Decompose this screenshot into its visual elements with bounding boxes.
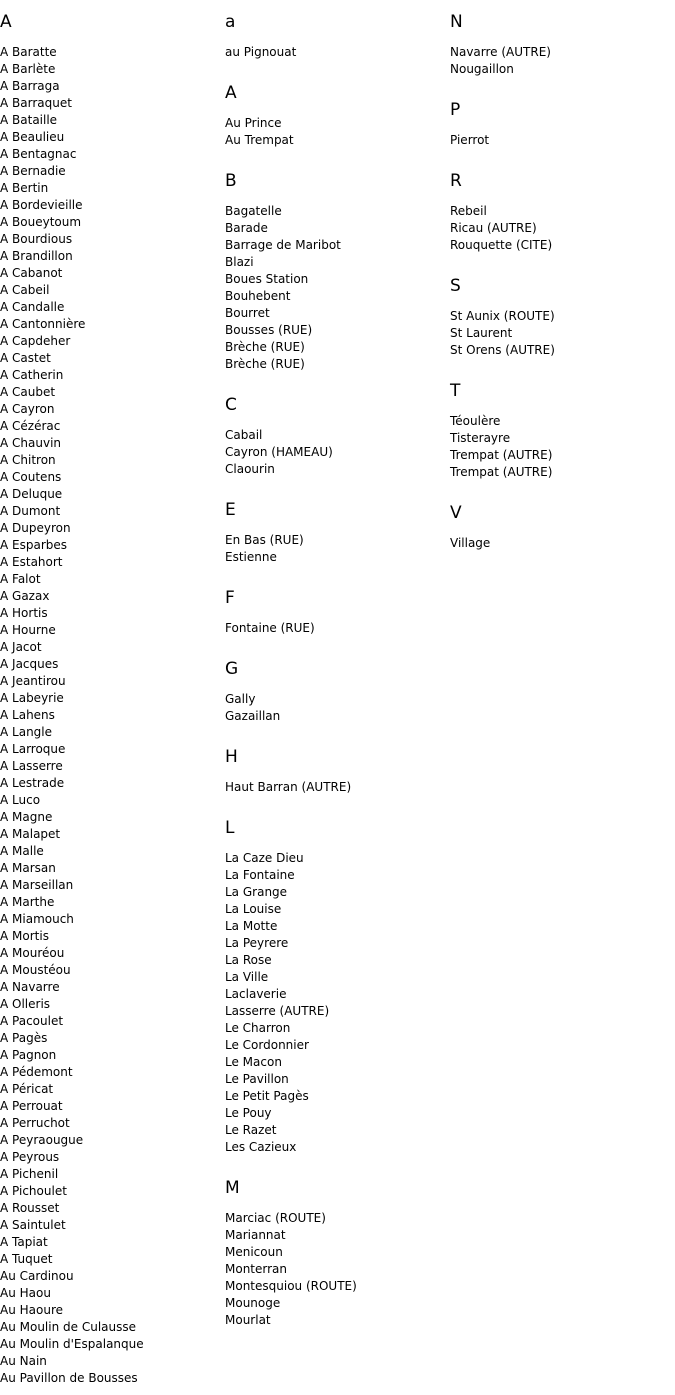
section-spacer [225,796,445,818]
column-1 [0,12,220,1387]
place-link[interactable]: Trempat (AUTRE) [450,465,553,479]
place-link[interactable]: Mariannat [225,1228,286,1242]
place-link[interactable]: Gazaillan [225,709,281,723]
place-link[interactable]: A Perrouat [0,1099,63,1113]
letter-section [225,588,445,637]
place-link[interactable]: A Capdeher [0,334,71,348]
place-link[interactable]: Marciac (ROUTE) [225,1211,326,1225]
place-link[interactable]: Barrage de Maribot [225,238,341,252]
place-link[interactable]: Menicoun [225,1245,283,1259]
column-2 [225,12,445,1329]
place-link[interactable]: Trempat (AUTRE) [450,448,553,462]
place-link[interactable]: A Tuquet [0,1252,53,1266]
place-link[interactable]: A Marsan [0,861,56,875]
letter-heading: T [450,381,461,401]
place-link[interactable]: La Caze Dieu [225,851,304,865]
place-list [225,691,445,725]
place-link[interactable]: A Moustéou [0,963,71,977]
place-link[interactable]: Lasserre (AUTRE) [225,1004,330,1018]
place-link[interactable]: Mourlat [225,1313,271,1327]
place-link[interactable]: Au Pavillon de Bousses [0,1371,138,1385]
place-link[interactable]: St Aunix (ROUTE) [450,309,555,323]
place-link[interactable]: A Cabanot [0,266,63,280]
section-spacer [450,149,670,171]
letter-section [225,500,445,566]
place-link[interactable]: A Malle [0,844,44,858]
place-link[interactable]: Bousses (RUE) [225,323,313,337]
place-link[interactable]: Au Moulin d'Espalanque [0,1337,144,1351]
place-link[interactable]: Le Macon [225,1055,282,1069]
place-list [450,535,670,552]
place-link[interactable]: A Boueytoum [0,215,82,229]
place-link[interactable]: Haut Barran (AUTRE) [225,780,352,794]
letter-heading: M [225,1178,240,1198]
place-list [225,427,445,478]
section-spacer [225,478,445,500]
letter-section [225,12,445,61]
place-link[interactable]: A Jacot [0,640,42,654]
place-link[interactable]: A Pagès [0,1031,48,1045]
place-link[interactable]: A Péricat [0,1082,54,1096]
place-link[interactable]: Au Haoure [0,1303,64,1317]
place-link[interactable]: A Magne [0,810,53,824]
place-link[interactable]: A Estahort [0,555,63,569]
letter-section [450,276,670,359]
place-list [225,44,445,61]
place-link[interactable]: Bagatelle [225,204,282,218]
place-link[interactable]: A Dumont [0,504,61,518]
place-link[interactable]: A Hourne [0,623,56,637]
letter-heading: R [450,171,462,191]
place-list [225,779,445,796]
letter-section [225,1178,445,1329]
place-link[interactable]: La Fontaine [225,868,295,882]
place-link[interactable]: Laclaverie [225,987,287,1001]
place-link[interactable]: A Deluque [0,487,63,501]
place-link[interactable]: A Peyrous [0,1150,60,1164]
section-spacer [450,254,670,276]
place-link[interactable]: Téoulère [450,414,501,428]
place-link[interactable]: La Louise [225,902,282,916]
place-link[interactable]: Navarre (AUTRE) [450,45,551,59]
section-spacer [225,61,445,83]
letter-section [225,395,445,478]
place-link[interactable]: Nougaillon [450,62,514,76]
place-link[interactable]: En Bas (RUE) [225,533,304,547]
place-list [225,532,445,566]
letter-heading: H [225,747,238,767]
place-link[interactable]: Le Pouy [225,1106,272,1120]
place-link[interactable]: A Barlète [0,62,56,76]
place-link[interactable]: A Miamouch [0,912,74,926]
place-link[interactable]: A Peyraougue [0,1133,84,1147]
place-link[interactable]: A Saintulet [0,1218,66,1232]
letter-heading: F [225,588,235,608]
place-link[interactable]: Le Razet [225,1123,277,1137]
letter-heading: S [450,276,461,296]
place-list [450,203,670,254]
letter-section [450,12,670,78]
place-link[interactable]: Cayron (HAMEAU) [225,445,333,459]
place-list [450,44,670,78]
place-link[interactable]: St Orens (AUTRE) [450,343,555,357]
place-list [225,850,445,1156]
place-link[interactable]: A Dupeyron [0,521,71,535]
place-link[interactable]: Barade [225,221,268,235]
place-link[interactable]: Ricau (AUTRE) [450,221,537,235]
section-spacer [225,637,445,659]
place-link[interactable]: Bourret [225,306,270,320]
letter-section [450,171,670,254]
place-link[interactable]: A Rousset [0,1201,60,1215]
place-link[interactable]: A Gazax [0,589,50,603]
place-link[interactable]: Le Pavillon [225,1072,289,1086]
place-link[interactable]: La Motte [225,919,278,933]
section-spacer [225,566,445,588]
place-link[interactable]: Au Cardinou [0,1269,74,1283]
place-link[interactable]: A Olleris [0,997,51,1011]
place-link[interactable]: A Mortis [0,929,49,943]
place-link[interactable]: A Falot [0,572,41,586]
place-link[interactable]: Le Cordonnier [225,1038,309,1052]
place-link[interactable]: A Malapet [0,827,61,841]
place-list [450,132,670,149]
place-link[interactable]: A Luco [0,793,41,807]
place-link[interactable]: au Pignouat [225,45,297,59]
place-link[interactable]: Cabail [225,428,263,442]
place-link[interactable]: Au Trempat [225,133,294,147]
place-link[interactable]: A Larroque [0,742,66,756]
place-link[interactable]: Au Haou [0,1286,51,1300]
place-link[interactable]: A Beaulieu [0,130,65,144]
place-link[interactable]: A Chitron [0,453,56,467]
place-link[interactable]: Au Moulin de Culausse [0,1320,136,1334]
letter-section [225,747,445,796]
letter-heading: A [225,83,237,103]
place-link[interactable]: A Lasserre [0,759,63,773]
place-link[interactable]: A Bordevieille [0,198,83,212]
place-link[interactable]: A Candalle [0,300,65,314]
place-link[interactable]: A Barraquet [0,96,72,110]
place-link[interactable]: Claourin [225,462,275,476]
letter-section [225,83,445,149]
section-spacer [450,78,670,100]
letter-heading: A [0,12,12,32]
place-link[interactable]: Blazi [225,255,254,269]
place-link[interactable]: A Bourdious [0,232,73,246]
place-link[interactable]: A Jacques [0,657,59,671]
place-link[interactable]: Mounoge [225,1296,281,1310]
place-link[interactable]: Pierrot [450,133,490,147]
place-link[interactable]: Rouquette (CITE) [450,238,553,252]
place-link[interactable]: Le Petit Pagès [225,1089,309,1103]
place-link[interactable]: A Jeantirou [0,674,66,688]
section-spacer [225,373,445,395]
place-link[interactable]: Monterran [225,1262,288,1276]
place-link[interactable]: A Lahens [0,708,55,722]
letter-heading: P [450,100,461,120]
place-list [225,203,445,373]
place-list [225,1210,445,1329]
place-list [0,44,220,1387]
letter-heading: E [225,500,236,520]
letter-heading: V [450,503,462,523]
place-link[interactable]: La Ville [225,970,269,984]
place-link[interactable]: A Cantonnière [0,317,86,331]
column-3 [450,12,670,552]
place-link[interactable]: A Caubet [0,385,56,399]
section-spacer [450,359,670,381]
place-link[interactable]: A Brandillon [0,249,73,263]
place-link[interactable]: A Pagnon [0,1048,57,1062]
place-link[interactable]: A Marthe [0,895,55,909]
place-link[interactable]: A Hortis [0,606,48,620]
place-link[interactable]: A Langle [0,725,53,739]
place-link[interactable]: Village [450,536,491,550]
place-link[interactable]: A Lestrade [0,776,65,790]
section-spacer [225,1156,445,1178]
place-link[interactable]: A Baratte [0,45,57,59]
place-link[interactable]: La Peyrere [225,936,289,950]
place-link[interactable]: A Perruchot [0,1116,70,1130]
letter-section [450,381,670,481]
letter-section [450,100,670,149]
place-link[interactable]: Gally [225,692,256,706]
place-link[interactable]: St Laurent [450,326,513,340]
place-link[interactable]: A Pédemont [0,1065,73,1079]
place-link[interactable]: Fontaine (RUE) [225,621,315,635]
place-link[interactable]: A Pichoulet [0,1184,67,1198]
place-link[interactable]: A Pacoulet [0,1014,64,1028]
place-link[interactable]: A Bertin [0,181,49,195]
place-link[interactable]: A Chauvin [0,436,62,450]
letter-section [225,659,445,725]
letter-section [225,171,445,373]
place-link[interactable]: Brèche (RUE) [225,340,305,354]
place-link[interactable]: La Rose [225,953,272,967]
section-spacer [225,149,445,171]
place-link[interactable]: A Coutens [0,470,62,484]
letter-heading: G [225,659,239,679]
place-link[interactable]: A Navarre [0,980,60,994]
place-link[interactable]: A Labeyrie [0,691,64,705]
place-link[interactable]: Estienne [225,550,277,564]
place-link[interactable]: A Cézérac [0,419,61,433]
place-link[interactable]: A Pichenil [0,1167,59,1181]
letter-section [225,818,445,1156]
section-spacer [225,725,445,747]
place-link[interactable]: Au Prince [225,116,282,130]
letter-heading: a [225,12,236,32]
place-link[interactable]: A Barraga [0,79,60,93]
place-link[interactable]: A Catherin [0,368,64,382]
place-list [225,620,445,637]
place-link[interactable]: Les Cazieux [225,1140,297,1154]
place-link[interactable]: A Bernadie [0,164,66,178]
letter-section [450,503,670,552]
place-link[interactable]: Brèche (RUE) [225,357,305,371]
letter-heading: C [225,395,237,415]
place-link[interactable]: Bouhebent [225,289,291,303]
place-link[interactable]: Tisterayre [450,431,511,445]
place-link[interactable]: La Grange [225,885,288,899]
place-list [225,115,445,149]
place-link[interactable]: A Bentagnac [0,147,77,161]
place-link[interactable]: Rebeil [450,204,487,218]
place-link[interactable]: Montesquiou (ROUTE) [225,1279,357,1293]
place-link[interactable]: Le Charron [225,1021,291,1035]
letter-heading: B [225,171,237,191]
place-link[interactable]: A Cayron [0,402,55,416]
section-spacer [450,481,670,503]
place-link[interactable]: Boues Station [225,272,309,286]
place-link[interactable]: Au Nain [0,1354,47,1368]
place-link[interactable]: A Bataille [0,113,58,127]
letter-section [0,12,220,1387]
place-link[interactable]: A Mouréou [0,946,65,960]
place-link[interactable]: A Tapiat [0,1235,48,1249]
place-list [450,308,670,359]
letter-heading: N [450,12,463,32]
place-link[interactable]: A Esparbes [0,538,68,552]
place-list [450,413,670,481]
place-link[interactable]: A Castet [0,351,51,365]
place-link[interactable]: A Marseillan [0,878,74,892]
letter-heading: L [225,818,235,838]
place-link[interactable]: A Cabeil [0,283,50,297]
